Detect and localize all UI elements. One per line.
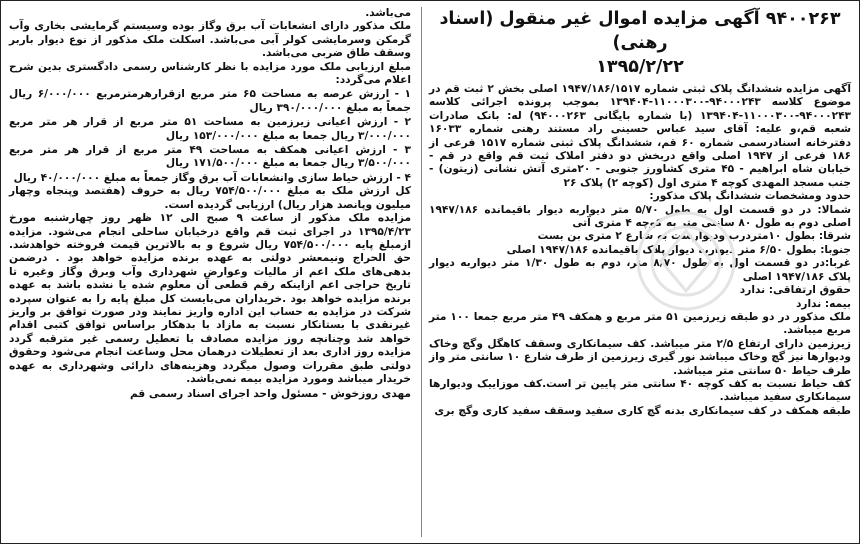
right-column	[423, 1, 859, 543]
insurance: بیمه: ندارد	[795, 297, 851, 310]
ground-floor-description: طبقه همکف در کف سیمانکاری بدنه گچ کاری سفید وسقف سفید کاری وگچ بری	[434, 404, 851, 417]
valuation-item-yard-utilities: ۴ - ارزش حیاط سازی وانشعابات آب برق وگاز جمعاً به مبلغ ۴۰/۰۰۰/۰۰۰ ریال	[13, 171, 411, 184]
signature: مهدی روزخوش - مسئول واحد اجرای اسناد رسمی قم	[130, 388, 411, 401]
valuation-heading: مبلغ ارزیابی ملک مورد مزایده با نظر کارشناس رسمی دادگستری بدین شرح اعلام می‌گردد:	[9, 60, 411, 87]
notice-title-date: ۱۳۹۵/۲/۲۲	[596, 57, 684, 77]
boundary-south: جنوبا: بطول ۶/۵۰ متر دیواربه دیوار پلاک باقیمانده ۱۹۴۷/۱۸۶ اصلی	[506, 243, 851, 256]
boundary-north: شمالا: در دو قسمت اول به طول ۵/۷۰ متر دیواربه دیوار باقیمانده ۱۹۴۷/۱۸۶ اصلی دوم به طول ۸۰ سانتی متر به کوچه ۴ متری آتی	[429, 203, 851, 230]
notice-title-line1: ۹۴۰۰۲۶۳ آگهی مزایده اموال غیر منقول (اسناد رهنی)	[439, 9, 841, 53]
valuation-total: کل ارزش ملک به مبلغ ۷۵۴/۵۰۰/۰۰۰ ریال به حروف (هفتصد وپنجاه وچهار میلیون وپانصد هزار ریال) ارزیابی گردیده است.	[9, 185, 411, 211]
boundaries-heading: حدود ومشخصات ششدانگ پلاک مذکور:	[649, 190, 851, 203]
easement-rights: حقوق ارتفاقی: ندارد	[739, 284, 851, 297]
yard-description: کف حیاط نسبت به کف کوچه ۴۰ سانتی متر پایین تر است.کف موزاییک ودیوارها سیمانکاری سفید میباشد.	[429, 377, 852, 404]
boundary-east: شرقا: بطول ۱۰متردرب ودیوارست به شارع ۲ متری بن بست	[537, 230, 851, 243]
column-divider	[421, 7, 422, 537]
auction-conditions: مزایده ملک مذکور از ساعت ۹ صبح الی ۱۲ ظهر روز چهارشنبه مورخ ۱۳۹۵/۴/۲۳ در اجرای ثبت قم واقع درخیابان ساحلی انجام می‌شود. مزایده ازمبلغ پایه ۷۵۴/۵۰۰/۰۰۰ ریال شروع و به بالاترین قیمت فروخته خواهدشد. حق الحراج ونیمعشر دولتی به عهده برنده مزایده خواهد بود . درضمن بدهی‌های ملک اعم از مالیات وعوارض شهرداری وآب وبرق وگاز وغیره تا تاریخ حراجی اعم ازاینکه رقم قطعی آن معلوم شده یا نشده باشد به عهده برنده مزایده خواهد بود .خریداران می‌بایست کل مبلغ پایه را به عنوان سپرده شرکت در مزایده به حساب این اداره واریز نمایند ودر صورت توافق بر واریز غیرنقدی با بستانکار نسبت به مازاد با بدهکار براساس توافق کتبی اقدام خواهد شد وچنانچه روز مزایده مصادف با تعطیل رسمی غیر مترقبه گردد مزایده روز اداری بعد از تعطیلات درهمان محل وساعت انجام می‌شود وحقوق دولتی طبق مقررات وصول میگردد وهزینه‌های دارائی وشهرداری به عهده خریدار میباشد ومورد مزایده بیمه نمی‌باشد.	[9, 212, 411, 385]
notice-intro: آگهی مزایده ششدانگ پلاک ثبتی شماره ۱۹۴۷/۱۸۶/۱۵۱۷ اصلی بخش ۲ ثبت قم در موضوع کلاسه ۹۴۰۰۰۲۴۳-۱۱۰۰۰۳۰۰-۱۳۹۴۰۴ بموجب پرونده اجرائی کلاسه ۹۴۰۰۰۲۴۳-۱۱۰۰۰۳۰۰-۱۳۹۴۰۴ (با شماره بایگانی ۹۴۰۰۰۲۶۳) له: بانک صادرات شعبه قم،و علیه: آقای سید عباس حسینی راد مستند رهنی شماره ۱۶۰۳۳ دفترخانه اسنادرسمی شماره ۶۰ قم، ششدانگ پلاک ثبتی شماره ۱۵۱۷ فرعی از ۱۸۶ فرعی از ۱۹۴۷ اصلی واقع دربخش دو دفتر املاک ثبت قم واقع در قم - خیابان شاه ابراهیم - ۴۵ متری کشاورز جنوبی - ۲۰متری آتش نشانی (زیتون) - جنب مسجد المهدی کوچه ۴ متری اول (کوچه ۲) پلاک ۲۶	[429, 83, 852, 189]
notice-title	[429, 7, 851, 79]
valuation-item-basement: ۲ - ارزش اعیانی زیرزمین به مساحت ۵۱ متر مربع از قرار هر متر مربع ۳/۰۰۰/۰۰۰ ریال جمعا به مبلغ ۱۵۳/۰۰۰/۰۰۰ ریال	[9, 116, 411, 142]
utilities-description: ملک مذکور دارای انشعابات آب برق وگاز بوده وسیستم گرمایشی بخاری وآب گرمکن وسرمایشی کولر آبی می‌باشد. اسکلت ملک مذکور از نوع دیوار باربر وسقف طاق ضربی می‌باشد.	[9, 20, 411, 60]
property-area: ملک مذکور در دو طبقه زیرزمین ۵۱ متر مربع و همکف ۴۹ متر مربع جمعا ۱۰۰ متر مربع میباشد.	[429, 310, 851, 337]
continuation-text: می‌باشد.	[365, 7, 411, 19]
basement-description: زیرزمین دارای ارتفاع ۲/۵ متر میباشد. کف سیمانکاری وسقف کاهگل وگچ وخاک ودیوارها نیز گچ وخاک میباشد نور گیری زیرزمین از طرف شارع ۱۰ سانتی متر واز طرف حیاط ۵۰ سانتی متر میباشد.	[429, 337, 851, 377]
boundary-west: غربا:در دو قسمت اول به طول ۸/۷۰ متر، دوم به طول ۱/۳۰ متر دیواربه دیوار پلاک ۱۹۴۷/۱۸۶ اصلی	[429, 257, 851, 283]
valuation-item-ground-floor: ۳ - ارزش اعیانی همکف به مساحت ۴۹ متر مربع از قرار هر متر مربع ۳/۵۰۰/۰۰۰ ریال جمعا به مبلغ ۱۷۱/۵۰۰/۰۰۰ ریال	[9, 144, 411, 170]
valuation-item-land: ۱ - ارزش عرصه به مساحت ۶۵ متر مربع ازقرارهرمترمربع ۶/۰۰۰/۰۰۰ ریال جمعاً به مبلغ ۳۹۰/۰۰۰/۰۰۰ ریال	[9, 88, 411, 114]
left-column	[1, 1, 419, 543]
